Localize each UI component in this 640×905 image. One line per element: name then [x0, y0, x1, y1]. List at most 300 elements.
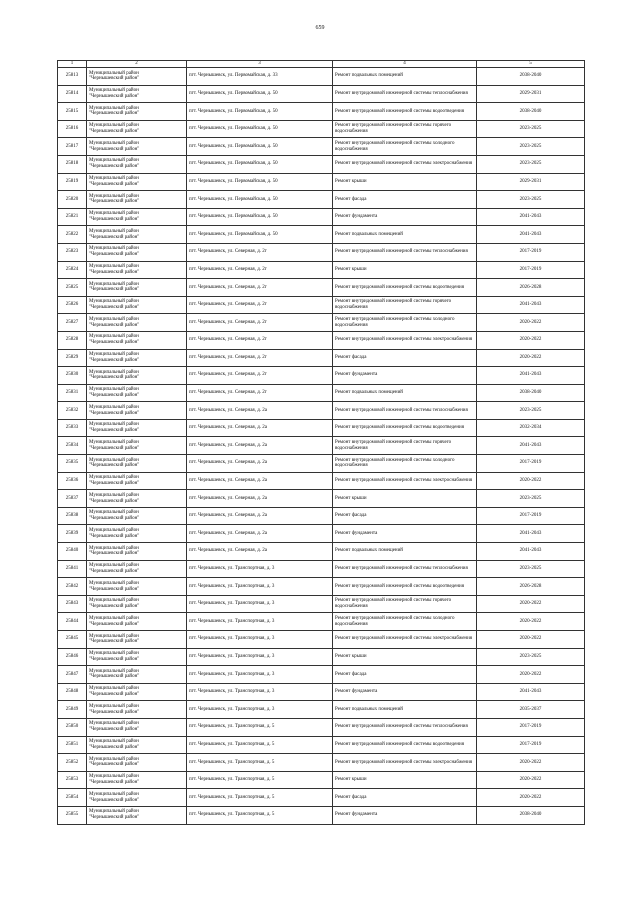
- table-row: [58, 85, 585, 103]
- address-cell: пгт. Чернышевск, ул. Северная, д. 2г: [187, 384, 333, 402]
- work-type-cell: Ремонт подвальных помещений: [333, 226, 477, 244]
- row-number-cell: 25827: [58, 314, 87, 332]
- address-cell: пгт. Чернышевск, ул. Транспортная, д. 3: [187, 560, 333, 578]
- address-cell: пгт. Чернышевск, ул. Транспортная, д. 3: [187, 648, 333, 666]
- period-cell: 2023-2025: [477, 155, 585, 173]
- period-cell: 2023-2025: [477, 120, 585, 138]
- municipality-cell: [87, 68, 187, 86]
- work-type-cell: Ремонт внутридомовой инженерной системы водоотведения: [333, 736, 477, 754]
- address-cell: пгт. Чернышевск, ул. Северная, д. 2а: [187, 490, 333, 508]
- work-type-cell: Ремонт подвальных помещений: [333, 68, 477, 86]
- address-cell: пгт. Чернышевск, ул. Северная, д. 2а: [187, 402, 333, 420]
- row-number-cell: 25851: [58, 736, 87, 754]
- municipality-cell: [87, 455, 187, 473]
- address-cell: пгт. Чернышевск, ул. Северная, д. 2а: [187, 543, 333, 561]
- period-cell: 2038-2040: [477, 68, 585, 86]
- municipality-line-1: Муниципальный район: [89, 299, 139, 305]
- work-type-cell: Ремонт внутридомовой инженерной системы водоотведения: [333, 279, 477, 297]
- municipality-line-1: Муниципальный район: [89, 70, 139, 76]
- row-number-cell: 25855: [58, 806, 87, 824]
- municipality-line-1: Муниципальный район: [89, 88, 139, 94]
- address-cell: пгт. Чернышевск, ул. Транспортная, д. 3: [187, 683, 333, 701]
- table-row: [58, 68, 585, 86]
- municipality-line-1: Муниципальный район: [89, 176, 139, 182]
- municipality-cell: [87, 806, 187, 824]
- municipality-line-1: Муниципальный район: [89, 510, 139, 516]
- municipality-line-2: "Чернышевский район": [89, 76, 140, 82]
- municipality-line-1: Муниципальный район: [89, 598, 139, 604]
- table-row: [58, 191, 585, 209]
- work-type-cell: Ремонт фундамента: [333, 806, 477, 824]
- table-row: [58, 806, 585, 824]
- row-number-cell: 25840: [58, 543, 87, 561]
- municipality-line-2: "Чернышевский район": [89, 621, 140, 627]
- address-cell: пгт. Чернышевск, ул. Северная, д. 2г: [187, 349, 333, 367]
- table-row: [58, 437, 585, 455]
- row-number-cell: 25849: [58, 701, 87, 719]
- period-cell: 2017-2019: [477, 718, 585, 736]
- period-cell: 2038-2040: [477, 384, 585, 402]
- address-cell: пгт. Чернышевск, ул. Первомайская, д. 50: [187, 138, 333, 156]
- address-cell: пгт. Чернышевск, ул. Северная, д. 2а: [187, 419, 333, 437]
- period-cell: 2020-2022: [477, 789, 585, 807]
- column-header-municipality: 2: [87, 61, 187, 68]
- address-cell: пгт. Чернышевск, ул. Транспортная, д. 3: [187, 578, 333, 596]
- period-cell: 2017-2019: [477, 261, 585, 279]
- work-type-cell: Ремонт крыши: [333, 261, 477, 279]
- row-number-cell: 25839: [58, 525, 87, 543]
- municipality-line-2: "Чернышевский район": [89, 146, 140, 152]
- municipality-line-2: "Чернышевский район": [89, 269, 140, 275]
- municipality-cell: [87, 208, 187, 226]
- table-row: [58, 683, 585, 701]
- municipality-line-1: Муниципальный район: [89, 563, 139, 569]
- municipality-cell: [87, 384, 187, 402]
- address-cell: пгт. Чернышевск, ул. Северная, д. 2г: [187, 261, 333, 279]
- municipality-cell: [87, 226, 187, 244]
- period-cell: 2023-2025: [477, 138, 585, 156]
- municipality-line-2: "Чернышевский район": [89, 604, 140, 610]
- period-cell: 2041-2043: [477, 208, 585, 226]
- table-row: [58, 279, 585, 297]
- municipality-cell: [87, 437, 187, 455]
- municipality-line-1: Муниципальный район: [89, 211, 139, 217]
- municipality-cell: [87, 402, 187, 420]
- municipality-line-1: Муниципальный район: [89, 668, 139, 674]
- table-row: [58, 595, 585, 613]
- municipality-cell: [87, 754, 187, 772]
- address-cell: пгт. Чернышевск, ул. Северная, д. 2г: [187, 296, 333, 314]
- municipality-line-2: "Чернышевский район": [89, 181, 140, 187]
- page-number: 659: [315, 25, 325, 31]
- table-row: [58, 402, 585, 420]
- municipality-line-2: "Чернышевский район": [89, 252, 140, 258]
- address-cell: пгт. Чернышевск, ул. Транспортная, д. 3: [187, 595, 333, 613]
- period-cell: 2041-2043: [477, 367, 585, 385]
- address-cell: пгт. Чернышевск, ул. Северная, д. 2г: [187, 279, 333, 297]
- table-row: [58, 525, 585, 543]
- municipality-cell: [87, 103, 187, 121]
- period-cell: 2041-2043: [477, 296, 585, 314]
- table-row: [58, 754, 585, 772]
- period-cell: 2023-2025: [477, 402, 585, 420]
- row-number-cell: 25819: [58, 173, 87, 191]
- municipality-line-1: Муниципальный район: [89, 316, 139, 322]
- table-row: [58, 138, 585, 156]
- municipality-line-2: "Чернышевский район": [89, 674, 140, 680]
- period-cell: 2020-2022: [477, 613, 585, 631]
- municipality-cell: [87, 701, 187, 719]
- municipality-line-2: "Чернышевский район": [89, 357, 140, 363]
- work-type-cell: Ремонт крыши: [333, 648, 477, 666]
- municipality-line-2: "Чернышевский район": [89, 445, 140, 451]
- municipality-cell: [87, 191, 187, 209]
- work-type-cell: Ремонт подвальных помещений: [333, 543, 477, 561]
- work-type-cell: Ремонт внутридомовой инженерной системы теплоснабжения: [333, 560, 477, 578]
- municipality-cell: [87, 613, 187, 631]
- municipality-line-2: "Чернышевский район": [89, 762, 140, 768]
- period-cell: 2023-2025: [477, 560, 585, 578]
- address-cell: пгт. Чернышевск, ул. Транспортная, д. 5: [187, 789, 333, 807]
- row-number-cell: 25822: [58, 226, 87, 244]
- row-number-cell: 25848: [58, 683, 87, 701]
- address-cell: пгт. Чернышевск, ул. Транспортная, д. 5: [187, 806, 333, 824]
- municipality-line-2: "Чернышевский район": [89, 463, 140, 469]
- period-cell: 2023-2025: [477, 191, 585, 209]
- work-type-cell: Ремонт внутридомовой инженерной системы холодного водоснабжения: [333, 455, 477, 473]
- municipality-cell: [87, 331, 187, 349]
- work-type-cell: Ремонт внутридомовой инженерной системы теплоснабжения: [333, 243, 477, 261]
- address-cell: пгт. Чернышевск, ул. Северная, д. 2г: [187, 331, 333, 349]
- municipality-line-2: "Чернышевский район": [89, 164, 140, 170]
- municipality-line-2: "Чернышевский район": [89, 568, 140, 574]
- municipality-cell: [87, 138, 187, 156]
- municipality-line-1: Муниципальный район: [89, 774, 139, 780]
- municipality-line-1: Муниципальный район: [89, 756, 139, 762]
- table-row: [58, 789, 585, 807]
- municipality-line-2: "Чернышевский район": [89, 217, 140, 223]
- municipality-cell: [87, 155, 187, 173]
- period-cell: 2020-2022: [477, 631, 585, 649]
- address-cell: пгт. Чернышевск, ул. Первомайская, д. 50: [187, 208, 333, 226]
- municipality-line-1: Муниципальный район: [89, 369, 139, 375]
- header-row: [58, 61, 585, 68]
- table-row: [58, 243, 585, 261]
- municipality-line-2: "Чернышевский район": [89, 516, 140, 522]
- row-number-cell: 25813: [58, 68, 87, 86]
- table-row: [58, 314, 585, 332]
- table-row: [58, 296, 585, 314]
- row-number-cell: 25816: [58, 120, 87, 138]
- address-cell: пгт. Чернышевск, ул. Первомайская, д. 50: [187, 173, 333, 191]
- work-type-cell: Ремонт фундамента: [333, 525, 477, 543]
- address-cell: пгт. Чернышевск, ул. Транспортная, д. 3: [187, 631, 333, 649]
- municipality-line-1: Муниципальный район: [89, 387, 139, 393]
- table-row: [58, 384, 585, 402]
- period-cell: 2029-2031: [477, 85, 585, 103]
- period-cell: 2026-2028: [477, 279, 585, 297]
- work-type-cell: Ремонт внутридомовой инженерной системы электроснабжения: [333, 155, 477, 173]
- work-type-cell: Ремонт подвальных помещений: [333, 384, 477, 402]
- municipality-line-2: "Чернышевский район": [89, 287, 140, 293]
- municipality-line-2: "Чернышевский район": [89, 480, 140, 486]
- row-number-cell: 25835: [58, 455, 87, 473]
- row-number-cell: 25832: [58, 402, 87, 420]
- column-header-period: 5: [477, 61, 585, 68]
- work-type-cell: Ремонт внутридомовой инженерной системы холодного водоснабжения: [333, 314, 477, 332]
- municipality-line-1: Муниципальный район: [89, 105, 139, 111]
- municipality-line-2: "Чернышевский район": [89, 797, 140, 803]
- period-cell: 2017-2019: [477, 243, 585, 261]
- work-type-cell: Ремонт фасада: [333, 789, 477, 807]
- row-number-cell: 25847: [58, 666, 87, 684]
- work-type-cell: Ремонт внутридомовой инженерной системы горячего водоснабжения: [333, 437, 477, 455]
- row-number-cell: 25850: [58, 718, 87, 736]
- table-row: [58, 578, 585, 596]
- address-cell: пгт. Чернышевск, ул. Транспортная, д. 3: [187, 701, 333, 719]
- row-number-cell: 25852: [58, 754, 87, 772]
- row-number-cell: 25820: [58, 191, 87, 209]
- municipality-cell: [87, 666, 187, 684]
- municipality-cell: [87, 120, 187, 138]
- work-type-cell: Ремонт крыши: [333, 490, 477, 508]
- period-cell: 2017-2019: [477, 455, 585, 473]
- row-number-cell: 25834: [58, 437, 87, 455]
- row-number-cell: 25838: [58, 507, 87, 525]
- address-cell: пгт. Чернышевск, ул. Северная, д. 2а: [187, 455, 333, 473]
- work-type-cell: Ремонт фундамента: [333, 367, 477, 385]
- work-type-cell: Ремонт внутридомовой инженерной системы электроснабжения: [333, 331, 477, 349]
- address-cell: пгт. Чернышевск, ул. Первомайская, д. 50: [187, 226, 333, 244]
- table-row: [58, 472, 585, 490]
- municipality-line-1: Муниципальный район: [89, 791, 139, 797]
- row-number-cell: 25825: [58, 279, 87, 297]
- table-row: [58, 507, 585, 525]
- municipality-line-2: "Чернышевский район": [89, 111, 140, 117]
- municipality-line-1: Муниципальный район: [89, 457, 139, 463]
- municipality-line-1: Муниципальный район: [89, 633, 139, 639]
- row-number-cell: 25833: [58, 419, 87, 437]
- municipality-line-1: Муниципальный район: [89, 703, 139, 709]
- municipality-line-2: "Чернышевский район": [89, 498, 140, 504]
- table-row: [58, 226, 585, 244]
- municipality-line-2: "Чернышевский район": [89, 656, 140, 662]
- row-number-cell: 25853: [58, 771, 87, 789]
- municipality-line-1: Муниципальный район: [89, 246, 139, 252]
- municipality-cell: [87, 595, 187, 613]
- table-row: [58, 455, 585, 473]
- work-type-cell: Ремонт крыши: [333, 771, 477, 789]
- table-row: [58, 155, 585, 173]
- period-cell: 2023-2025: [477, 490, 585, 508]
- municipality-line-1: Муниципальный район: [89, 475, 139, 481]
- work-type-cell: Ремонт фундамента: [333, 683, 477, 701]
- municipality-cell: [87, 507, 187, 525]
- address-cell: пгт. Чернышевск, ул. Северная, д. 2а: [187, 507, 333, 525]
- column-header-address: 3: [187, 61, 333, 68]
- municipality-line-1: Муниципальный район: [89, 527, 139, 533]
- address-cell: пгт. Чернышевск, ул. Транспортная, д. 3: [187, 666, 333, 684]
- address-cell: пгт. Чернышевск, ул. Транспортная, д. 5: [187, 771, 333, 789]
- period-cell: 2041-2043: [477, 437, 585, 455]
- row-number-cell: 25836: [58, 472, 87, 490]
- address-cell: пгт. Чернышевск, ул. Транспортная, д. 5: [187, 754, 333, 772]
- municipality-line-1: Муниципальный район: [89, 404, 139, 410]
- municipality-cell: [87, 683, 187, 701]
- municipality-line-2: "Чернышевский район": [89, 410, 140, 416]
- municipality-line-1: Муниципальный район: [89, 123, 139, 129]
- work-type-cell: Ремонт внутридомовой инженерной системы электроснабжения: [333, 472, 477, 490]
- municipality-line-1: Муниципальный район: [89, 264, 139, 270]
- row-number-cell: 25846: [58, 648, 87, 666]
- period-cell: 2026-2028: [477, 578, 585, 596]
- municipality-line-1: Муниципальный район: [89, 492, 139, 498]
- work-type-cell: Ремонт внутридомовой инженерной системы холодного водоснабжения: [333, 613, 477, 631]
- row-number-cell: 25817: [58, 138, 87, 156]
- municipality-line-1: Муниципальный район: [89, 545, 139, 551]
- municipality-line-1: Муниципальный район: [89, 809, 139, 815]
- period-cell: 2032-2034: [477, 419, 585, 437]
- row-number-cell: 25843: [58, 595, 87, 613]
- table-row: [58, 261, 585, 279]
- table-row: [58, 173, 585, 191]
- municipality-line-2: "Чернышевский район": [89, 93, 140, 99]
- table-row: [58, 736, 585, 754]
- row-number-cell: 25823: [58, 243, 87, 261]
- period-cell: 2020-2022: [477, 349, 585, 367]
- address-cell: пгт. Чернышевск, ул. Северная, д. 2г: [187, 243, 333, 261]
- municipality-line-1: Муниципальный район: [89, 193, 139, 199]
- row-number-cell: 25830: [58, 367, 87, 385]
- row-number-cell: 25821: [58, 208, 87, 226]
- table-row: [58, 631, 585, 649]
- work-type-cell: Ремонт внутридомовой инженерной системы электроснабжения: [333, 754, 477, 772]
- table-row: [58, 560, 585, 578]
- municipality-line-1: Муниципальный район: [89, 580, 139, 586]
- row-number-cell: 25842: [58, 578, 87, 596]
- work-type-cell: Ремонт внутридомовой инженерной системы теплоснабжения: [333, 402, 477, 420]
- table-row: [58, 613, 585, 631]
- table-row: [58, 490, 585, 508]
- table-row: [58, 543, 585, 561]
- municipality-line-1: Муниципальный район: [89, 651, 139, 657]
- municipality-cell: [87, 279, 187, 297]
- municipality-cell: [87, 314, 187, 332]
- municipality-line-1: Муниципальный район: [89, 228, 139, 234]
- address-cell: пгт. Чернышевск, ул. Первомайская, д. 50: [187, 85, 333, 103]
- work-type-cell: Ремонт внутридомовой инженерной системы горячего водоснабжения: [333, 120, 477, 138]
- municipality-line-2: "Чернышевский район": [89, 727, 140, 733]
- address-cell: пгт. Чернышевск, ул. Северная, д. 2а: [187, 525, 333, 543]
- municipality-line-2: "Чернышевский район": [89, 533, 140, 539]
- row-number-cell: 25845: [58, 631, 87, 649]
- period-cell: 2038-2040: [477, 103, 585, 121]
- period-cell: 2017-2019: [477, 507, 585, 525]
- municipality-cell: [87, 173, 187, 191]
- table-body: [58, 68, 585, 825]
- row-number-cell: 25818: [58, 155, 87, 173]
- municipality-line-1: Муниципальный район: [89, 615, 139, 621]
- address-cell: пгт. Чернышевск, ул. Северная, д. 2г: [187, 314, 333, 332]
- table-row: [58, 103, 585, 121]
- column-header-work-type: 4: [333, 61, 477, 68]
- table-row: [58, 349, 585, 367]
- period-cell: 2017-2019: [477, 736, 585, 754]
- municipality-cell: [87, 648, 187, 666]
- municipality-line-2: "Чернышевский район": [89, 639, 140, 645]
- table-header: [58, 61, 585, 68]
- table-row: [58, 419, 585, 437]
- work-type-cell: Ремонт внутридомовой инженерной системы водоотведения: [333, 103, 477, 121]
- municipality-line-1: Муниципальный район: [89, 158, 139, 164]
- municipality-line-2: "Чернышевский район": [89, 234, 140, 240]
- municipality-cell: [87, 349, 187, 367]
- municipality-line-2: "Чернышевский район": [89, 199, 140, 205]
- row-number-cell: 25814: [58, 85, 87, 103]
- address-cell: пгт. Чернышевск, ул. Северная, д. 2г: [187, 367, 333, 385]
- period-cell: 2038-2040: [477, 806, 585, 824]
- municipality-line-2: "Чернышевский район": [89, 129, 140, 135]
- municipality-line-1: Муниципальный район: [89, 281, 139, 287]
- address-cell: пгт. Чернышевск, ул. Северная, д. 2а: [187, 437, 333, 455]
- work-type-cell: Ремонт фундамента: [333, 208, 477, 226]
- work-type-cell: Ремонт внутридомовой инженерной системы горячего водоснабжения: [333, 296, 477, 314]
- municipality-cell: [87, 367, 187, 385]
- municipality-line-2: "Чернышевский район": [89, 305, 140, 311]
- municipality-line-1: Муниципальный район: [89, 140, 139, 146]
- work-type-cell: Ремонт внутридомовой инженерной системы теплоснабжения: [333, 85, 477, 103]
- period-cell: 2023-2025: [477, 648, 585, 666]
- table-row: [58, 331, 585, 349]
- municipality-line-1: Муниципальный район: [89, 422, 139, 428]
- municipality-cell: [87, 261, 187, 279]
- period-cell: 2020-2022: [477, 666, 585, 684]
- address-cell: пгт. Чернышевск, ул. Транспортная, д. 5: [187, 718, 333, 736]
- work-type-cell: Ремонт внутридомовой инженерной системы электроснабжения: [333, 631, 477, 649]
- table-row: [58, 718, 585, 736]
- work-type-cell: Ремонт внутридомовой инженерной системы холодного водоснабжения: [333, 138, 477, 156]
- work-type-cell: Ремонт внутридомовой инженерной системы водоотведения: [333, 578, 477, 596]
- row-number-cell: 25831: [58, 384, 87, 402]
- municipality-line-2: "Чернышевский район": [89, 744, 140, 750]
- work-type-cell: Ремонт внутридомовой инженерной системы теплоснабжения: [333, 718, 477, 736]
- table-row: [58, 120, 585, 138]
- row-number-cell: 25829: [58, 349, 87, 367]
- municipality-line-1: Муниципальный район: [89, 686, 139, 692]
- municipality-cell: [87, 789, 187, 807]
- municipality-line-1: Муниципальный район: [89, 352, 139, 357]
- municipality-line-1: Муниципальный район: [89, 439, 139, 445]
- address-cell: пгт. Чернышевск, ул. Северная, д. 2а: [187, 472, 333, 490]
- work-type-cell: Ремонт фасада: [333, 191, 477, 209]
- municipality-line-2: "Чернышевский район": [89, 392, 140, 398]
- table-row: [58, 666, 585, 684]
- municipality-cell: [87, 771, 187, 789]
- address-cell: пгт. Чернышевск, ул. Первомайская, д. 50: [187, 155, 333, 173]
- municipality-line-2: "Чернышевский район": [89, 780, 140, 786]
- period-cell: 2020-2022: [477, 314, 585, 332]
- row-number-cell: 25854: [58, 789, 87, 807]
- row-number-cell: 25844: [58, 613, 87, 631]
- municipality-line-2: "Чернышевский район": [89, 709, 140, 715]
- municipality-line-1: Муниципальный район: [89, 334, 139, 340]
- table-row: [58, 648, 585, 666]
- municipality-line-2: "Чернышевский район": [89, 551, 140, 557]
- work-type-cell: Ремонт внутридомовой инженерной системы горячего водоснабжения: [333, 595, 477, 613]
- municipality-cell: [87, 85, 187, 103]
- address-cell: пгт. Чернышевск, ул. Первомайская, д. 50: [187, 120, 333, 138]
- row-number-cell: 25828: [58, 331, 87, 349]
